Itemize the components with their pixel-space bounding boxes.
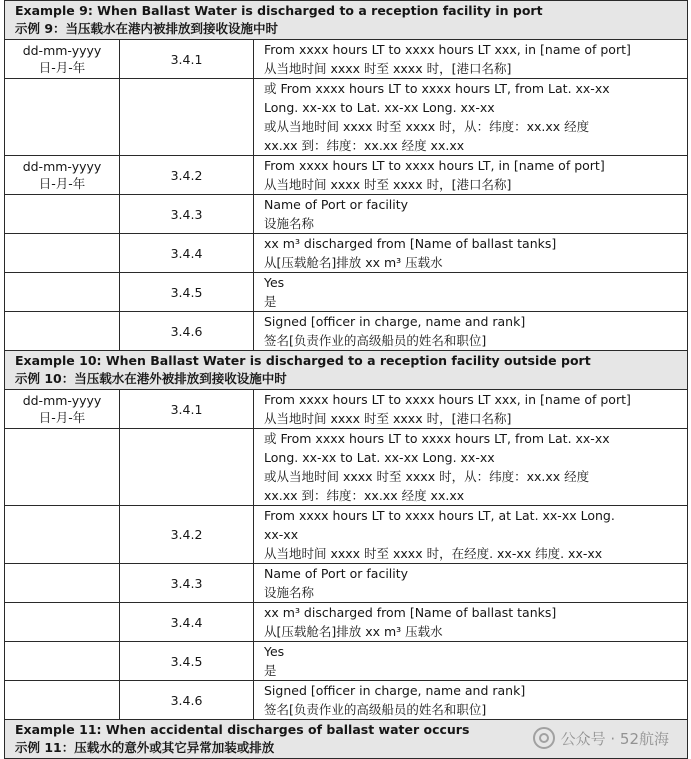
entry-line: xx m³ discharged from [Name of ballast tanks] xyxy=(264,236,557,251)
date-cell xyxy=(5,195,120,234)
record-entry xyxy=(254,564,688,603)
date-cell xyxy=(5,390,120,429)
item-code: 3.4.3 xyxy=(120,195,254,234)
entry-line: xx m³ discharged from [Name of ballast tanks] xyxy=(264,605,557,620)
date-cell xyxy=(5,79,120,156)
table-row xyxy=(5,506,688,564)
table-row xyxy=(5,642,688,681)
date-text: dd-mm-yyyy xyxy=(22,393,102,408)
entry-line: Name of Port or facility xyxy=(264,566,409,581)
item-code: 3.4.1 xyxy=(120,390,254,429)
ballast-record-table xyxy=(4,0,688,759)
section-title-cn: 示例 10：当压载水在港外被排放到接收设施中时 xyxy=(15,370,287,386)
table-row xyxy=(5,156,688,195)
date-cell xyxy=(5,429,120,506)
date-cell xyxy=(5,312,120,351)
entry-line: 签名[负责作业的高级船员的姓名和职位] xyxy=(264,702,487,717)
entry-line: 签名[负责作业的高级船员的姓名和职位] xyxy=(264,333,487,348)
table-row xyxy=(5,603,688,642)
date-cell xyxy=(5,681,120,720)
section-title xyxy=(5,1,688,40)
record-entry xyxy=(254,603,688,642)
entry-line: Signed [officer in charge, name and rank] xyxy=(264,683,526,698)
date-cell xyxy=(5,156,120,195)
entry-line: xx.xx 到：纬度：xx.xx 经度 xx.xx xyxy=(264,488,465,503)
date-text: 日-月-年 xyxy=(38,176,86,191)
record-entry xyxy=(254,234,688,273)
item-code: 3.4.1 xyxy=(120,40,254,79)
entry-line: Yes xyxy=(264,275,285,290)
watermark xyxy=(533,727,669,749)
entry-line: xx.xx 到：纬度：xx.xx 经度 xx.xx xyxy=(264,138,465,153)
item-code: 3.4.3 xyxy=(120,564,254,603)
date-cell xyxy=(5,603,120,642)
record-entry xyxy=(254,273,688,312)
entry-line: 或从当地时间 xxxx 时至 xxxx 时，从：纬度：xx.xx 经度 xyxy=(264,119,590,134)
record-entry xyxy=(254,390,688,429)
record-entry xyxy=(254,156,688,195)
section-header xyxy=(5,351,688,390)
wechat-icon xyxy=(533,727,555,749)
table-row xyxy=(5,40,688,79)
table-row xyxy=(5,681,688,720)
date-text: 日-月-年 xyxy=(38,410,86,425)
date-cell xyxy=(5,234,120,273)
entry-line: 或 From xxxx hours LT to xxxx hours LT, from Lat. xx-xx xyxy=(264,81,610,96)
entry-line: Name of Port or facility xyxy=(264,197,409,212)
entry-line: 从[压载舱名]排放 xx m³ 压载水 xyxy=(264,255,443,270)
entry-line: xx-xx xyxy=(264,527,299,542)
date-cell xyxy=(5,273,120,312)
section-title-en: Example 9: When Ballast Water is discharged to a reception facility in port xyxy=(15,3,543,18)
section-title-en: Example 11: When accidental discharges of ballast water occurs xyxy=(15,722,470,737)
record-entry xyxy=(254,429,688,506)
record-entry xyxy=(254,79,688,156)
date-text: dd-mm-yyyy xyxy=(22,43,102,58)
entry-line: From xxxx hours LT to xxxx hours LT, in [name of port] xyxy=(264,158,605,173)
table-row xyxy=(5,195,688,234)
item-code: 3.4.6 xyxy=(120,681,254,720)
entry-line: 设施名称 xyxy=(264,216,315,231)
entry-line: From xxxx hours LT to xxxx hours LT xxx, in [name of port] xyxy=(264,42,631,57)
section-title xyxy=(5,351,688,390)
entry-line: 或 From xxxx hours LT to xxxx hours LT, from Lat. xx-xx xyxy=(264,431,610,446)
item-code: 3.4.5 xyxy=(120,273,254,312)
entry-line: 是 xyxy=(264,663,277,678)
entry-line: 从当地时间 xxxx 时至 xxxx 时，[港口名称] xyxy=(264,411,512,426)
table-row xyxy=(5,234,688,273)
date-cell xyxy=(5,506,120,564)
table-row xyxy=(5,273,688,312)
entry-line: 从当地时间 xxxx 时至 xxxx 时，[港口名称] xyxy=(264,61,512,76)
record-entry xyxy=(254,40,688,79)
entry-line: 从当地时间 xxxx 时至 xxxx 时，[港口名称] xyxy=(264,177,512,192)
item-code xyxy=(120,79,254,156)
table-row xyxy=(5,312,688,351)
section-title-cn: 示例 9：当压载水在港内被排放到接收设施中时 xyxy=(15,20,279,36)
record-entry xyxy=(254,506,688,564)
entry-line: From xxxx hours LT to xxxx hours LT xxx, in [name of port] xyxy=(264,392,631,407)
date-cell xyxy=(5,642,120,681)
table-row xyxy=(5,390,688,429)
section-title-cn: 示例 11：压载水的意外或其它异常加装或排放 xyxy=(15,739,275,755)
date-text: dd-mm-yyyy xyxy=(22,159,102,174)
entry-line: 是 xyxy=(264,294,277,309)
item-code xyxy=(120,429,254,506)
entry-line: 设施名称 xyxy=(264,585,315,600)
table-row xyxy=(5,79,688,156)
item-code: 3.4.6 xyxy=(120,312,254,351)
entry-line: Signed [officer in charge, name and rank] xyxy=(264,314,526,329)
table-row xyxy=(5,429,688,506)
date-text: 日-月-年 xyxy=(38,60,86,75)
item-code: 3.4.5 xyxy=(120,642,254,681)
section-header xyxy=(5,1,688,40)
item-code: 3.4.2 xyxy=(120,156,254,195)
item-code: 3.4.4 xyxy=(120,603,254,642)
date-cell xyxy=(5,40,120,79)
record-entry xyxy=(254,312,688,351)
record-entry xyxy=(254,642,688,681)
entry-line: From xxxx hours LT to xxxx hours LT, at Lat. xx-xx Long. xyxy=(264,508,615,523)
item-code: 3.4.2 xyxy=(120,506,254,564)
record-entry xyxy=(254,681,688,720)
entry-line: Long. xx-xx to Lat. xx-xx Long. xx-xx xyxy=(264,100,495,115)
entry-line: 或从当地时间 xxxx 时至 xxxx 时，从：纬度：xx.xx 经度 xyxy=(264,469,590,484)
table-row xyxy=(5,564,688,603)
item-code: 3.4.4 xyxy=(120,234,254,273)
entry-line: Yes xyxy=(264,644,285,659)
section-title-en: Example 10: When Ballast Water is discharged to a reception facility outside port xyxy=(15,353,591,368)
record-entry xyxy=(254,195,688,234)
date-cell xyxy=(5,564,120,603)
entry-line: Long. xx-xx to Lat. xx-xx Long. xx-xx xyxy=(264,450,495,465)
entry-line: 从[压载舱名]排放 xx m³ 压载水 xyxy=(264,624,443,639)
watermark-text: 公众号 · 52航海 xyxy=(560,729,669,748)
entry-line: 从当地时间 xxxx 时至 xxxx 时，在经度. xx-xx 纬度. xx-xx xyxy=(264,546,603,561)
